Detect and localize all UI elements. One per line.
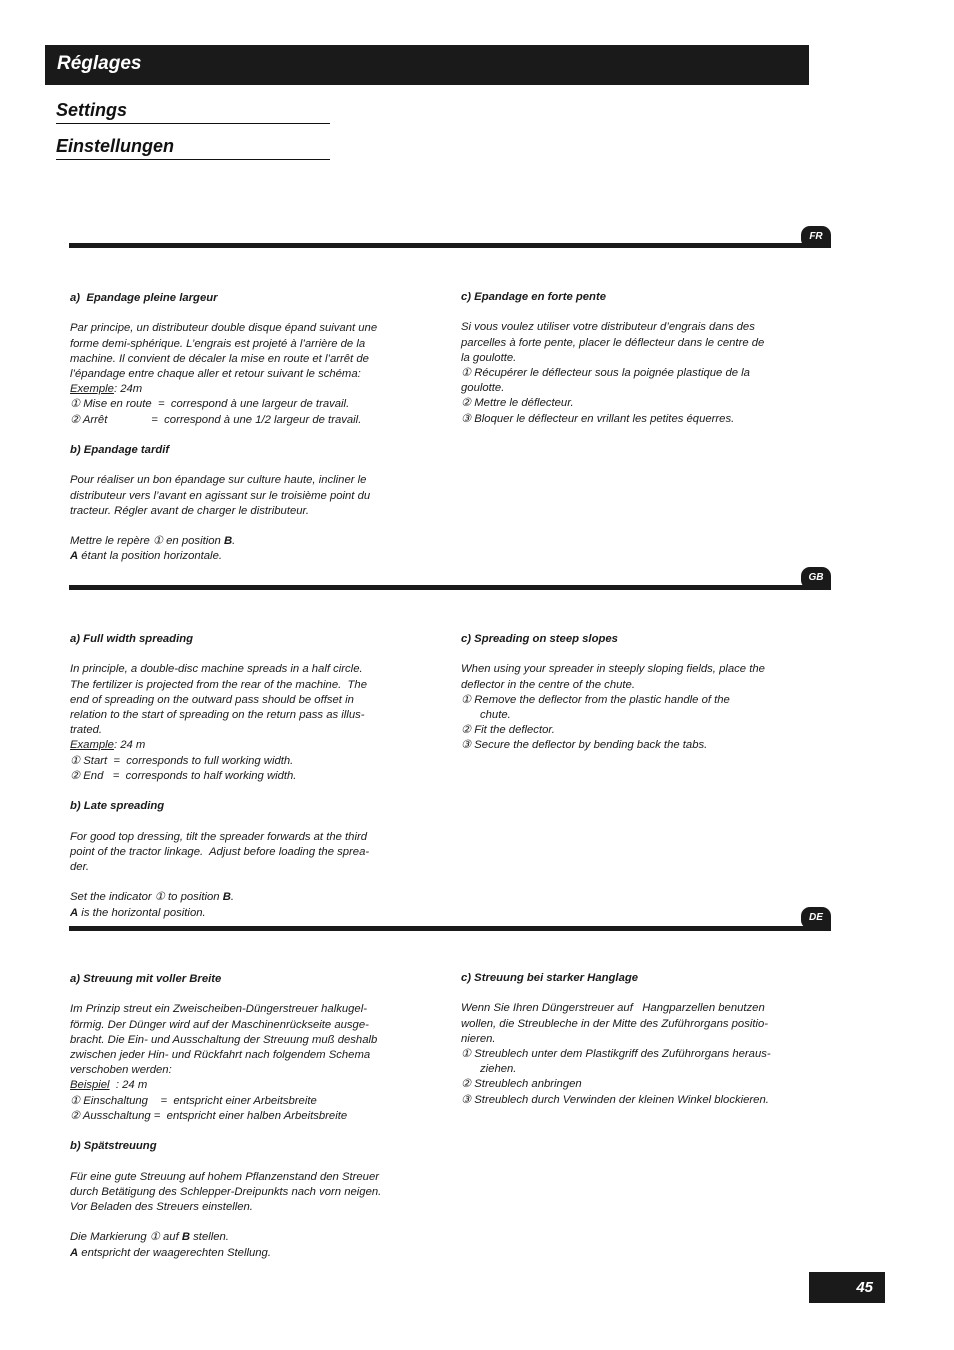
line-text: end of spreading on the outward pass should be offset in <box>70 693 354 706</box>
line-text: Si vous voulez utiliser votre distributeur d’engrais dans des <box>461 321 755 334</box>
text-line <box>70 534 415 549</box>
text-line <box>461 381 806 396</box>
line-text: : 24 m <box>113 739 146 752</box>
line-text: a) Full width spreading <box>70 633 194 645</box>
text-line <box>70 337 415 352</box>
line-text: a) Streuung mit voller Breite <box>70 973 222 985</box>
section-heading <box>70 972 415 987</box>
line-text: distributeur vers l’avant en agissant sur le troisième point du <box>70 489 371 502</box>
text-line <box>70 906 415 921</box>
line-text: ③ Streublech durch Verwinden der kleinen Winkel blockieren. <box>461 1093 769 1106</box>
line-text: stellen. <box>190 1231 229 1244</box>
line-text: ② Mettre le déflecteur. <box>461 397 574 410</box>
line-text: ② Arrêt = correspond à une 1/2 largeur de travail. <box>70 413 362 426</box>
line-text: relation to the start of spreading on the return pass as illus- <box>70 709 365 721</box>
lang-badge-gb: GB <box>801 567 831 589</box>
de-right-column <box>461 971 806 1108</box>
lang-badge-de: DE <box>801 907 831 929</box>
gb-right-column <box>461 632 806 754</box>
text-line <box>461 1093 806 1108</box>
line-spacer <box>461 647 806 662</box>
line-spacer <box>70 814 415 829</box>
line-text: entspricht der waagerechten Stellung. <box>78 1246 271 1259</box>
text-line <box>70 1230 415 1245</box>
line-text: goulotte. <box>461 382 505 395</box>
text-line <box>461 412 806 427</box>
text-line <box>70 1246 415 1261</box>
line-text: ② Ausschaltung = entspricht einer halben Arbeitsbreite <box>70 1109 348 1122</box>
line-text: ② Fit the deflector. <box>461 724 555 737</box>
text-line <box>70 473 415 488</box>
fr-right-column <box>461 290 806 427</box>
text-line <box>70 1078 415 1093</box>
text-line <box>70 1185 415 1200</box>
text-line <box>461 738 806 753</box>
text-line <box>70 754 415 769</box>
section-rule-fr <box>69 243 831 248</box>
line-text: Vor Beladen des Streuers einstellen. <box>70 1201 253 1213</box>
gb-left-column <box>70 632 415 921</box>
text-line <box>461 1077 806 1092</box>
line-text: ③ Bloquer le déflecteur en vrillant les petites équerres. <box>461 412 735 425</box>
line-text: c) Streuung bei starker Hanglage <box>461 972 639 984</box>
lang-badge-fr: FR <box>801 226 831 248</box>
line-spacer <box>70 428 415 443</box>
line-spacer <box>70 647 415 662</box>
text-line <box>70 1170 415 1185</box>
line-text: is the horizontal position. <box>78 906 206 919</box>
section-heading <box>70 443 415 458</box>
subtitle-einstellungen: Einstellungen <box>56 136 175 156</box>
text-line <box>70 549 415 564</box>
text-line <box>70 413 415 428</box>
text-line <box>70 367 415 382</box>
line-text: förmig. Der Dünger wird auf der Maschinenrückseite ausge- <box>70 1018 369 1031</box>
text-line <box>461 351 806 366</box>
text-line <box>70 723 415 738</box>
bold-letter: A <box>70 906 79 919</box>
line-text: wollen, die Streubleche in der Mitte des Zuführorgans positio- <box>461 1017 769 1030</box>
line-text: When using your spreader in steeply sloping fields, place the <box>461 663 765 676</box>
text-line <box>70 504 415 519</box>
text-line <box>70 769 415 784</box>
line-text: Mettre le repère ① en position <box>70 535 224 548</box>
line-text: In principle, a double-disc machine spreads in a half circle. <box>70 663 363 676</box>
line-text: Für eine gute Streuung auf hohem Pflanzenstand den Streuer <box>70 1170 379 1183</box>
text-line <box>70 1002 415 1017</box>
text-line <box>70 1048 415 1063</box>
line-text: trated. <box>70 724 103 737</box>
line-text: point of the tractor linkage. Adjust before loading the sprea- <box>70 845 370 858</box>
text-line <box>461 693 806 708</box>
bold-letter: A <box>70 550 79 563</box>
line-spacer <box>461 986 806 1001</box>
line-text: la goulotte. <box>461 351 517 364</box>
bold-letter: B <box>222 891 231 904</box>
text-line <box>461 708 806 723</box>
line-text: ① Streublech unter dem Plastikgriff des Zuführorgans heraus- <box>461 1048 771 1060</box>
line-spacer <box>70 1215 415 1230</box>
text-line <box>70 321 415 336</box>
line-text: Par principe, un distributeur double disque épand suivant une <box>70 322 378 335</box>
text-line <box>70 662 415 677</box>
line-text: ziehen. <box>480 1063 517 1076</box>
text-line <box>70 489 415 504</box>
line-text: Example <box>70 739 114 752</box>
section-heading <box>70 291 415 306</box>
line-spacer <box>70 519 415 534</box>
line-text: bracht. Die Ein- und Ausschaltung der Streuung muß deshalb <box>70 1033 378 1046</box>
text-line <box>70 382 415 397</box>
line-text: ② End = corresponds to half working width. <box>70 769 297 782</box>
line-text: c) Epandage en forte pente <box>461 291 607 303</box>
text-line <box>461 320 806 335</box>
text-line <box>461 662 806 677</box>
section-heading <box>70 1139 415 1154</box>
subtitle-settings: Settings <box>56 100 128 120</box>
line-text: chute. <box>480 709 511 721</box>
section-heading <box>461 290 806 305</box>
line-spacer <box>70 1124 415 1139</box>
line-text: Beispiel <box>70 1079 110 1092</box>
text-line <box>70 1094 415 1109</box>
line-text: Wenn Sie Ihren Düngerstreuer auf Hangparzellen benutzen <box>461 1002 765 1015</box>
section-heading <box>70 632 415 647</box>
text-line <box>70 1200 415 1215</box>
line-text: ② Streublech anbringen <box>461 1078 582 1091</box>
line-text: ① Start = corresponds to full working width. <box>70 754 294 767</box>
text-line <box>461 1001 806 1016</box>
text-line <box>461 678 806 693</box>
text-line <box>461 1017 806 1032</box>
text-line <box>70 890 415 905</box>
text-line <box>70 1033 415 1048</box>
line-text: forme demi-sphérique. L’engrais est projeté à l’arrière de la <box>70 337 366 350</box>
text-line <box>70 352 415 367</box>
text-line <box>70 708 415 723</box>
line-text: Im Prinzip streut ein Zweischeiben-Düngerstreuer halkugel- <box>70 1003 367 1016</box>
line-text: deflector in the centre of the chute. <box>461 678 635 691</box>
line-text: étant la position horizontale. <box>78 550 222 563</box>
line-spacer <box>461 305 806 320</box>
line-spacer <box>70 987 415 1002</box>
text-line <box>461 336 806 351</box>
bold-letter: B <box>223 535 233 548</box>
line-spacer <box>70 306 415 321</box>
line-text: ① Remove the deflector from the plastic handle of the <box>461 693 730 706</box>
line-text: : 24m <box>113 383 143 396</box>
de-left-column <box>70 972 415 1261</box>
line-text: l’épandage entre chaque aller et retour suivant le schéma: <box>70 368 361 380</box>
line-text: tracteur. Régler avant de charger le distributeur. <box>70 504 310 517</box>
text-line <box>70 738 415 753</box>
text-line <box>70 845 415 860</box>
line-text: For good top dressing, tilt the spreader forwards at the third <box>70 830 368 843</box>
text-line <box>461 723 806 738</box>
line-text: a) Epandage pleine largeur <box>70 292 218 304</box>
line-text: zwischen jeder Hin- und Rückfahrt nach folgendem Schema <box>70 1049 371 1061</box>
text-line <box>461 1062 806 1077</box>
line-text: ① Einschaltung = entspricht einer Arbeitsbreite <box>70 1094 317 1107</box>
line-text: durch Betätigung des Schlepper-Dreipunkts nach vorn neigen. <box>70 1185 382 1198</box>
line-text: nieren. <box>461 1032 496 1045</box>
section-rule-de <box>69 926 831 931</box>
line-text: Exemple <box>70 383 114 396</box>
line-text: c) Spreading on steep slopes <box>461 633 618 645</box>
text-line <box>70 860 415 875</box>
line-text: b) Epandage tardif <box>70 444 170 456</box>
section-heading <box>70 799 415 814</box>
line-text: parcelles à forte pente, placer le déflecteur dans le centre de <box>461 336 765 349</box>
text-line <box>461 396 806 411</box>
line-text: ③ Secure the deflector by bending back the tabs. <box>461 739 708 752</box>
text-line <box>70 830 415 845</box>
fr-left-column <box>70 291 415 565</box>
subtitle-underline <box>56 123 330 124</box>
line-text: ① Récupérer le déflecteur sous la poignée plastique de la <box>461 367 750 379</box>
page-number: 45 <box>809 1272 885 1303</box>
section-rule-gb <box>69 585 831 590</box>
text-line <box>70 1018 415 1033</box>
line-text: der. <box>70 861 90 873</box>
line-text: Pour réaliser un bon épandage sur culture haute, incliner le <box>70 474 367 487</box>
text-line <box>70 397 415 412</box>
line-spacer <box>70 1154 415 1169</box>
line-text: Die Markierung ① auf <box>70 1231 182 1244</box>
text-line <box>70 1109 415 1124</box>
line-text: The fertilizer is projected from the rear of the machine. The <box>70 678 367 691</box>
text-line <box>70 678 415 693</box>
line-spacer <box>70 784 415 799</box>
page-title: Réglages <box>57 53 142 74</box>
section-heading <box>461 632 806 647</box>
line-text: b) Late spreading <box>70 800 165 813</box>
text-line <box>461 1032 806 1047</box>
text-line <box>70 1063 415 1078</box>
section-heading <box>461 971 806 986</box>
line-text: : 24 m <box>109 1079 148 1092</box>
bold-letter: B <box>181 1231 191 1244</box>
line-text: . <box>232 535 236 548</box>
line-text: . <box>230 891 234 904</box>
header-bar <box>45 45 809 85</box>
line-text: b) Spätstreuung <box>70 1140 157 1153</box>
text-line <box>70 693 415 708</box>
line-text: Set the indicator ① to position <box>70 891 223 904</box>
line-text: verschoben werden: <box>70 1064 172 1077</box>
bold-letter: A <box>70 1246 79 1259</box>
line-text: machine. Il convient de décaler la mise en route et l’arrêt de <box>70 352 369 365</box>
line-spacer <box>70 875 415 890</box>
text-line <box>461 1047 806 1062</box>
line-spacer <box>70 458 415 473</box>
subtitle-underline <box>56 159 330 160</box>
line-text: ① Mise en route = correspond à une largeur de travail. <box>70 398 350 411</box>
text-line <box>461 366 806 381</box>
